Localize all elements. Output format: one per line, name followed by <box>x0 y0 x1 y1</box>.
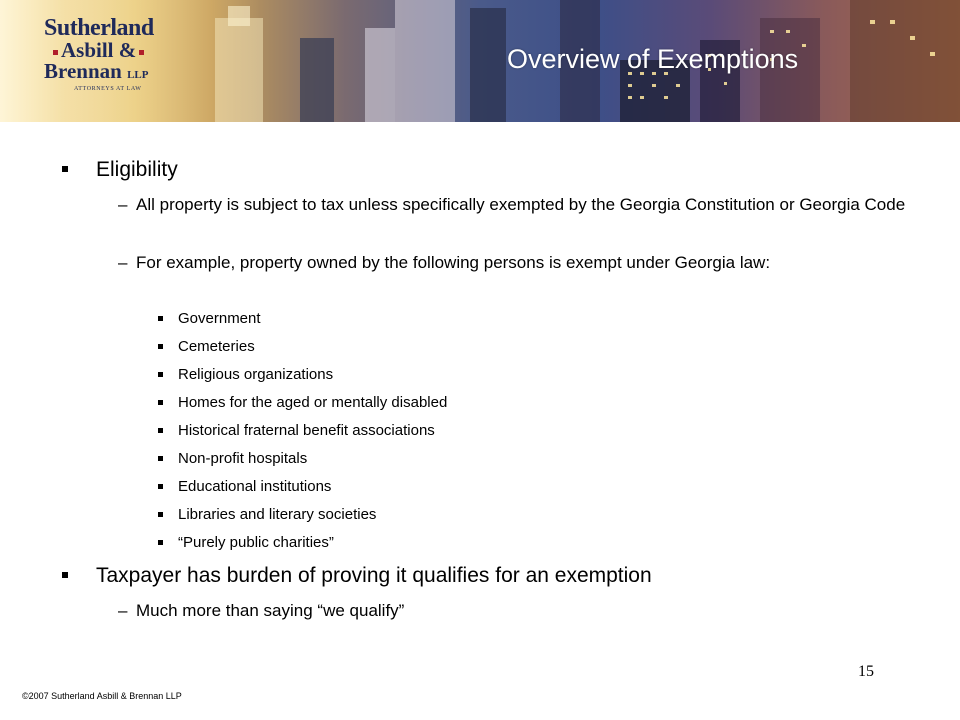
square-bullet-icon <box>158 372 163 377</box>
square-bullet-icon <box>158 400 163 405</box>
square-bullet-icon <box>62 166 68 172</box>
square-bullet-icon <box>62 572 68 578</box>
square-bullet-icon <box>158 316 163 321</box>
square-bullet-icon <box>158 540 163 545</box>
logo-line-3-text: Brennan <box>44 59 122 83</box>
list-item-text: “Purely public charities” <box>178 534 334 551</box>
list-item-text: Homes for the aged or mentally disabled <box>178 394 448 411</box>
bullet-text: Taxpayer has burden of proving it qualifies for an exemption <box>96 564 652 587</box>
list-item-text: Cemeteries <box>178 338 255 355</box>
dash-bullet-icon: – <box>118 601 128 620</box>
logo-tagline: ATTORNEYS AT LAW <box>74 86 142 92</box>
dash-bullet-icon: – <box>118 253 128 272</box>
sub-bullet-text: All property is subject to tax unless specifically exempted by the Georgia Constitution or Georgia Code <box>136 195 906 214</box>
sub-bullet-text: For example, property owned by the following persons is exempt under Georgia law: <box>136 253 771 272</box>
list-item-text: Religious organizations <box>178 366 334 383</box>
square-bullet-icon <box>158 484 163 489</box>
bullet-text: Eligibility <box>96 158 178 181</box>
list-item-text: Non-profit hospitals <box>178 450 308 467</box>
copyright-notice: ©2007 Sutherland Asbill & Brennan LLP <box>22 691 182 701</box>
list-item-text: Historical fraternal benefit associations <box>178 422 435 439</box>
logo-llp: LLP <box>127 69 149 81</box>
square-bullet-icon <box>158 512 163 517</box>
square-bullet-icon <box>158 344 163 349</box>
list-item-text: Government <box>178 310 261 327</box>
list-item-text: Educational institutions <box>178 478 332 495</box>
slide-title: Overview of Exemptions <box>507 44 799 74</box>
logo-line-2-text: Asbill & <box>61 38 137 62</box>
square-bullet-icon <box>158 428 163 433</box>
square-bullet-icon <box>158 456 163 461</box>
dash-bullet-icon: – <box>118 195 128 214</box>
sub-bullet-text: Much more than saying “we qualify” <box>136 601 405 620</box>
logo-line-1: Sutherland <box>44 15 154 41</box>
list-item-text: Libraries and literary societies <box>178 506 377 523</box>
page-number: 15 <box>858 663 874 680</box>
